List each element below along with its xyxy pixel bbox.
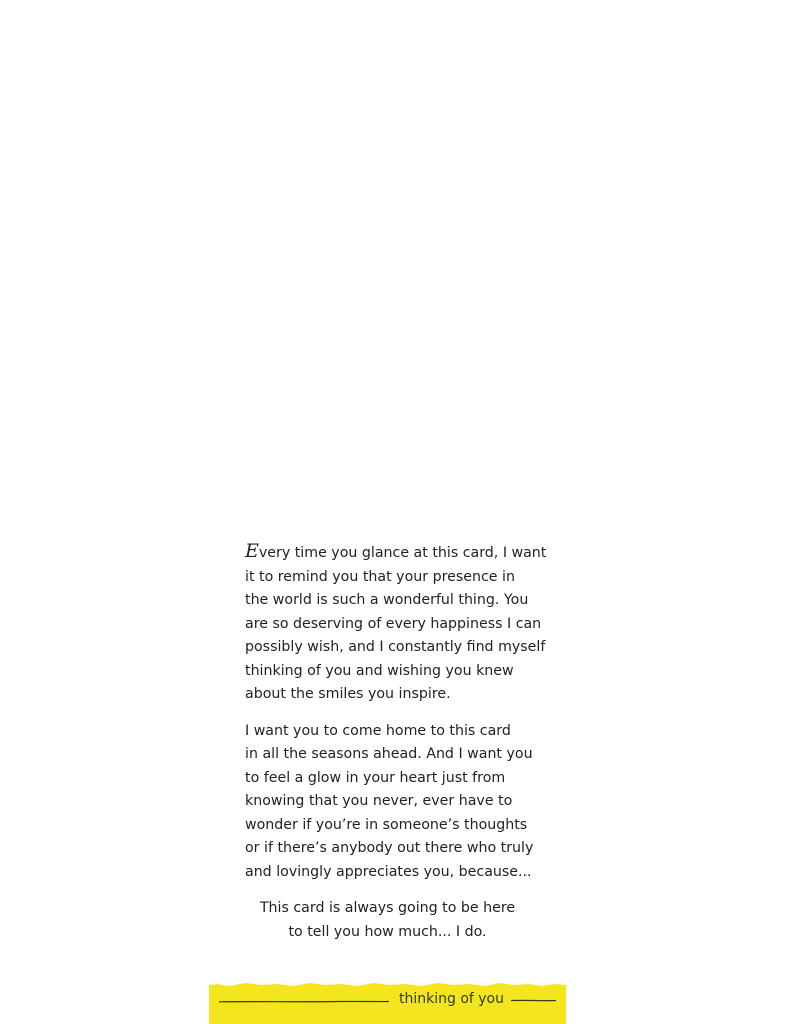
paragraph-1-line-6: thinking of you and wishing you knew xyxy=(245,662,514,679)
paragraph-2 xyxy=(245,720,545,885)
paragraph-2-line-3: to feel a glow in your heart just from xyxy=(245,769,506,786)
closing-line-2: to tell you how much... I do. xyxy=(288,923,487,940)
paragraph-1-line-1: Every time you glance at this card, I want xyxy=(245,540,547,562)
thinking-of-you-banner xyxy=(209,982,566,1024)
paragraph-2-line-2: in all the seasons ahead. And I want you xyxy=(245,746,533,762)
closing-message xyxy=(209,897,566,944)
paragraph-1-line-7: about the smiles you inspire. xyxy=(245,686,451,702)
paragraph-2-line-6: or if there’s anybody out there who truly xyxy=(245,840,534,856)
paragraph-2-line-7: and lovingly appreciates you, because... xyxy=(245,863,532,880)
paragraph-1-line-5: possibly wish, and I constantly find myself xyxy=(245,639,546,655)
closing-line-1: This card is always going to be here xyxy=(259,900,516,916)
paragraph-1-line-2: it to remind you that your presence in xyxy=(245,568,515,585)
paragraph-1-line-3: the world is such a wonderful thing. You xyxy=(245,592,529,608)
banner-rule-right xyxy=(511,999,556,1002)
paragraph-1 xyxy=(245,541,545,707)
banner-rule-left xyxy=(219,1000,389,1003)
drop-cap: E xyxy=(245,540,259,562)
paragraph-2-line-5: wonder if you’re in someone’s thoughts xyxy=(245,816,528,833)
paragraph-2-line-1: I want you to come home to this card xyxy=(245,722,511,739)
card-message xyxy=(245,541,545,884)
paragraph-2-line-4: knowing that you never, ever have to xyxy=(245,793,513,809)
banner-rough-edge xyxy=(209,982,566,988)
banner-label: thinking of you xyxy=(399,991,504,1007)
paragraph-1-line-4: are so deserving of every happiness I can xyxy=(245,615,542,632)
